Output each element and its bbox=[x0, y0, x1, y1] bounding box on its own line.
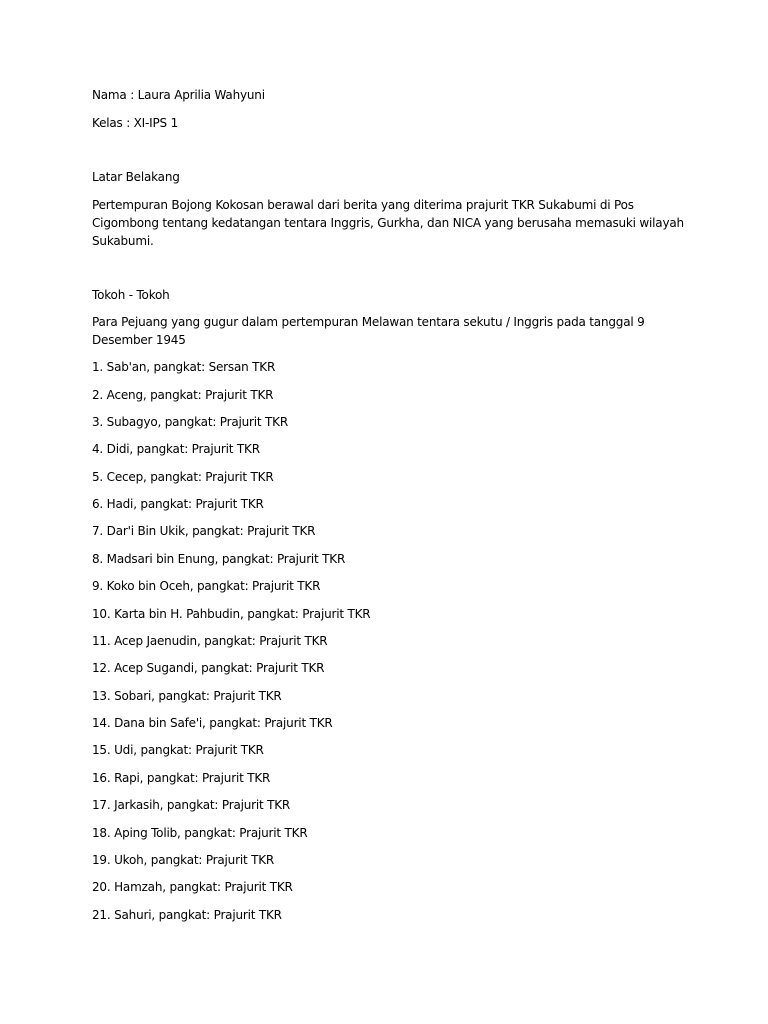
list-item: 15. Udi, pangkat: Prajurit TKR bbox=[92, 743, 264, 757]
tokoh-intro-line: Para Pejuang yang gugur dalam pertempuran Melawan tentara sekutu / Inggris pada tanggal 9 bbox=[92, 315, 645, 329]
latar-belakang-text-line: Sukabumi. bbox=[92, 234, 154, 248]
latar-belakang-text-line: Cigombong tentang kedatangan tentara Inggris, Gurkha, dan NICA yang berusaha memasuki wilayah bbox=[92, 216, 684, 230]
list-item: 8. Madsari bin Enung, pangkat: Prajurit TKR bbox=[92, 552, 346, 566]
list-item: 10. Karta bin H. Pahbudin, pangkat: Prajurit TKR bbox=[92, 607, 371, 621]
list-item: 17. Jarkasih, pangkat: Prajurit TKR bbox=[92, 798, 291, 812]
latar-belakang-heading: Latar Belakang bbox=[92, 170, 180, 184]
list-item: 1. Sab'an, pangkat: Sersan TKR bbox=[92, 360, 276, 374]
list-item: 3. Subagyo, pangkat: Prajurit TKR bbox=[92, 415, 288, 429]
student-class: Kelas : XI-IPS 1 bbox=[92, 116, 178, 130]
list-item: 5. Cecep, pangkat: Prajurit TKR bbox=[92, 470, 274, 484]
list-item: 11. Acep Jaenudin, pangkat: Prajurit TKR bbox=[92, 634, 328, 648]
list-item: 2. Aceng, pangkat: Prajurit TKR bbox=[92, 388, 274, 402]
list-item: 19. Ukoh, pangkat: Prajurit TKR bbox=[92, 853, 275, 867]
list-item: 21. Sahuri, pangkat: Prajurit TKR bbox=[92, 908, 282, 922]
latar-belakang-text-line: Pertempuran Bojong Kokosan berawal dari berita yang diterima prajurit TKR Sukabumi di Pos bbox=[92, 198, 634, 212]
list-item: 16. Rapi, pangkat: Prajurit TKR bbox=[92, 771, 271, 785]
list-item: 7. Dar'i Bin Ukik, pangkat: Prajurit TKR bbox=[92, 524, 316, 538]
list-item: 13. Sobari, pangkat: Prajurit TKR bbox=[92, 689, 282, 703]
list-item: 12. Acep Sugandi, pangkat: Prajurit TKR bbox=[92, 661, 325, 675]
list-item: 4. Didi, pangkat: Prajurit TKR bbox=[92, 442, 260, 456]
list-item: 9. Koko bin Oceh, pangkat: Prajurit TKR bbox=[92, 579, 321, 593]
list-item: 18. Aping Tolib, pangkat: Prajurit TKR bbox=[92, 826, 308, 840]
list-item: 20. Hamzah, pangkat: Prajurit TKR bbox=[92, 880, 293, 894]
list-item: 6. Hadi, pangkat: Prajurit TKR bbox=[92, 497, 264, 511]
student-name: Nama : Laura Aprilia Wahyuni bbox=[92, 88, 265, 102]
tokoh-intro-line: Desember 1945 bbox=[92, 333, 186, 347]
list-item: 14. Dana bin Safe'i, pangkat: Prajurit TKR bbox=[92, 716, 333, 730]
tokoh-heading: Tokoh - Tokoh bbox=[92, 288, 170, 302]
